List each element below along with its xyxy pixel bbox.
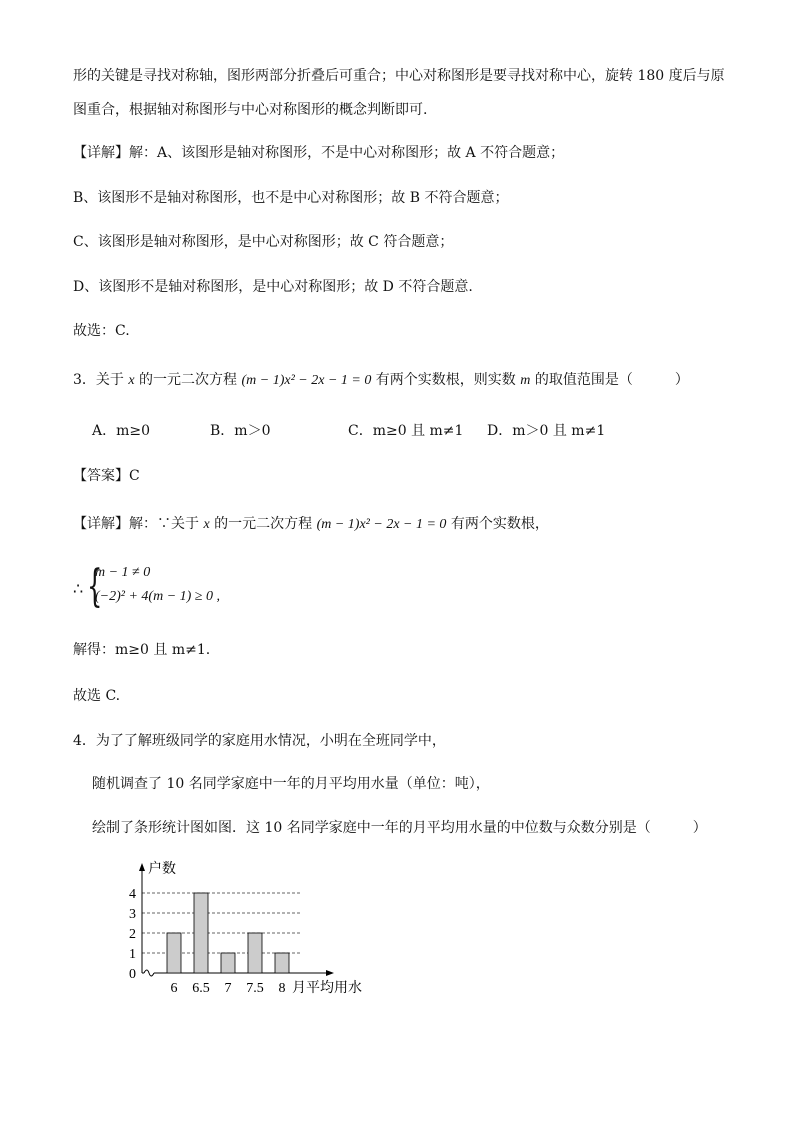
- q3-equation: (m − 1)x² − 2x − 1 = 0: [241, 373, 372, 388]
- bar: [275, 953, 289, 973]
- q3-detail-a: 【详解】解：∵关于: [73, 516, 204, 532]
- x-tick-label: 7: [224, 981, 232, 996]
- x-tick-label: 7.5: [246, 981, 264, 996]
- x-axis-arrow: [326, 970, 334, 976]
- question-3-stem: [73, 370, 689, 391]
- y-tick-label: 2: [129, 927, 136, 942]
- x-tick-label: 8: [278, 981, 286, 996]
- q3-stem-c: 有两个实数根，则实数: [371, 372, 521, 388]
- q3-solved: 解得：m≥0 且 m≠1.: [73, 642, 211, 658]
- q3-detail-var-x: x: [203, 517, 210, 532]
- q3-detail-equation: (m − 1)x² − 2x − 1 = 0: [316, 517, 447, 532]
- inequality-system: [73, 561, 333, 615]
- system-row-2: (−2)² + 4(m − 1) ≥ 0 ,: [95, 589, 220, 604]
- x-tick-label: 6.5: [192, 981, 210, 996]
- y-tick-label: 0: [129, 967, 136, 982]
- line-1: 形的关键是寻找对称轴，图形两部分折叠后可重合；中心对称图形是要寻找对称中心，旋转 180 度后与原: [73, 68, 725, 84]
- line-3: 【详解】解：A、该图形是轴对称图形，不是中心对称图形；故 A 不符合题意；: [73, 145, 565, 161]
- bar: [221, 953, 235, 973]
- bar: [194, 893, 208, 973]
- bar: [248, 933, 262, 973]
- bar: [167, 933, 181, 973]
- q3-choice: 故选 C.: [73, 688, 121, 704]
- q3-detail-c: 有两个实数根，: [446, 516, 549, 532]
- system-row-1: m − 1 ≠ 0: [95, 565, 151, 580]
- q3-stem-d: 的取值范围是（ ）: [530, 372, 689, 388]
- line-4: B、该图形不是轴对称图形，也不是中心对称图形；故 B 不符合题意；: [73, 190, 509, 206]
- q3-option-a: A．m≥0: [92, 423, 151, 439]
- y-axis-arrow: [139, 863, 145, 871]
- question-4-line-3: 绘制了条形统计图如图．这 10 名同学家庭中一年的月平均用水量的中位数与众数分别是（ ）: [92, 820, 707, 836]
- y-tick-label: 4: [129, 887, 136, 902]
- q3-stem-b: 的一元二次方程: [134, 372, 242, 388]
- bar-chart-svg: [120, 855, 390, 1005]
- bar-chart: [120, 855, 390, 1009]
- therefore-symbol: ∴: [73, 579, 84, 598]
- line-2: 图重合，根据轴对称图形与中心对称图形的概念判断即可.: [73, 102, 428, 118]
- q3-stem-a: 3．关于: [73, 372, 129, 388]
- x-tick-label: 6: [170, 981, 178, 996]
- q3-option-d: D．m＞0 且 m≠1: [487, 423, 606, 439]
- axis-break-mark: [144, 970, 154, 976]
- line-5: C、该图形是轴对称图形，是中心对称图形；故 C 符合题意；: [73, 234, 454, 250]
- q3-detail: [73, 514, 549, 535]
- y-tick-label: 3: [129, 907, 136, 922]
- question-4-line-2: 随机调查了 10 名同学家庭中一年的月平均用水量（单位：吨），: [92, 776, 490, 792]
- q3-detail-b: 的一元二次方程: [209, 516, 317, 532]
- y-axis-label: 户数: [148, 862, 176, 877]
- line-7: 故选：C.: [73, 323, 130, 339]
- q3-option-c: C．m≥0 且 m≠1: [348, 423, 464, 439]
- system-brace: {: [87, 561, 103, 612]
- question-4-line-1: 4．为了了解班级同学的家庭用水情况，小明在全班同学中，: [73, 733, 446, 749]
- q3-var-x: x: [128, 373, 135, 388]
- line-6: D、该图形不是轴对称图形，是中心对称图形；故 D 不符合题意.: [73, 279, 473, 295]
- q3-answer: 【答案】C: [73, 468, 140, 484]
- y-tick-label: 1: [129, 947, 136, 962]
- q3-var-m: m: [520, 373, 531, 388]
- x-axis-label: 月平均用水: [292, 981, 362, 996]
- q3-option-b: B．m＞0: [210, 423, 271, 439]
